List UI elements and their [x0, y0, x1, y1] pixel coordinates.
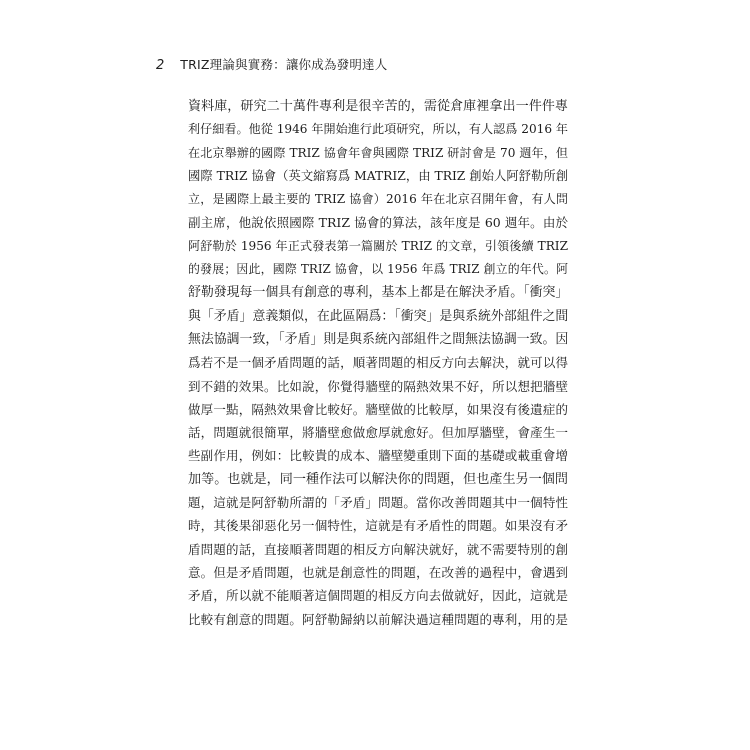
text-line: 加等。也就是，同一種作法可以解決你的問題，但也產生另一個問	[188, 471, 568, 487]
text-line: 阿舒勒於 1956 年正式發表第一篇關於 TRIZ 的文章，引領後續 TRIZ	[188, 238, 568, 253]
text-line: 與「矛盾」意義類似，在此區隔爲：「衝突」是與系統外部組件之間	[188, 308, 569, 324]
text-line: 副主席，他說依照國際 TRIZ 協會的算法，該年度是 60 週年。由於	[188, 215, 568, 231]
text-line: 國際 TRIZ 協會（英文縮寫爲 MATRIZ，由 TRIZ 創始人阿舒勒所創	[188, 168, 568, 183]
book-title: TRIZ理論與實務：讓你成為發明達人	[180, 57, 388, 72]
text-line: 無法協調一致，「矛盾」則是與系統內部組件之間無法協調一致。因	[188, 331, 569, 347]
text-line: 爲若不是一個矛盾問題的話，順著問題的相反方向去解決，就可以得	[188, 355, 568, 371]
body-text	[188, 95, 568, 631]
text-line: 話，問題就很簡單，將牆壁愈做愈厚就愈好。但加厚牆壁，會產生一	[188, 425, 568, 441]
text-line: 比較有創意的問題。阿舒勒歸納以前解決過這種問題的專利，用的是	[188, 611, 568, 627]
text-line: 到不錯的效果。比如說，你覺得牆壁的隔熱效果不好，所以想把牆壁	[188, 378, 568, 394]
text-line: 矛盾，所以就不能順著這個問題的相反方向去做就好，因此，這就是	[188, 588, 568, 604]
text-line: 立，是國際上最主要的 TRIZ 協會）2016 年在北京召開年會，有人問	[188, 192, 568, 207]
text-line: 盾問題的話，直接順著問題的相反方向解決就好，就不需要特別的創	[188, 541, 568, 557]
text-line: 舒勒發現每一個具有創意的專利，基本上都是在解決矛盾。「衝突」	[188, 285, 569, 301]
text-line: 做厚一點，隔熱效果會比較好。牆壁做的比較厚，如果沒有後遺症的	[188, 401, 568, 417]
text-line: 時，其後果卻惡化另一個特性，這就是有矛盾性的問題。如果沒有矛	[188, 518, 568, 534]
text-line: 題，這就是阿舒勒所謂的「矛盾」問題。當你改善問題其中一個特性	[188, 495, 568, 511]
text-line: 的發展；因此，國際 TRIZ 協會，以 1956 年爲 TRIZ 創立的年代。阿	[188, 262, 568, 277]
text-line: 資料庫，研究二十萬件專利是很辛苦的，需從倉庫裡拿出一件件專	[188, 99, 568, 114]
text-line: 意。但是矛盾問題，也就是創意性的問題，在改善的過程中，會遇到	[188, 564, 568, 580]
page-number: 2	[156, 58, 165, 73]
text-line: 利仔細看。他從 1946 年開始進行此項研究，所以，有人認爲 2016 年	[188, 122, 568, 137]
text-line: 些副作用，例如：比較貴的成本、牆壁變重則下面的基礎或載重會增	[188, 448, 568, 464]
text-line: 在北京舉辦的國際 TRIZ 協會年會與國際 TRIZ 研討會是 70 週年，但	[188, 145, 568, 160]
running-header	[156, 55, 387, 77]
